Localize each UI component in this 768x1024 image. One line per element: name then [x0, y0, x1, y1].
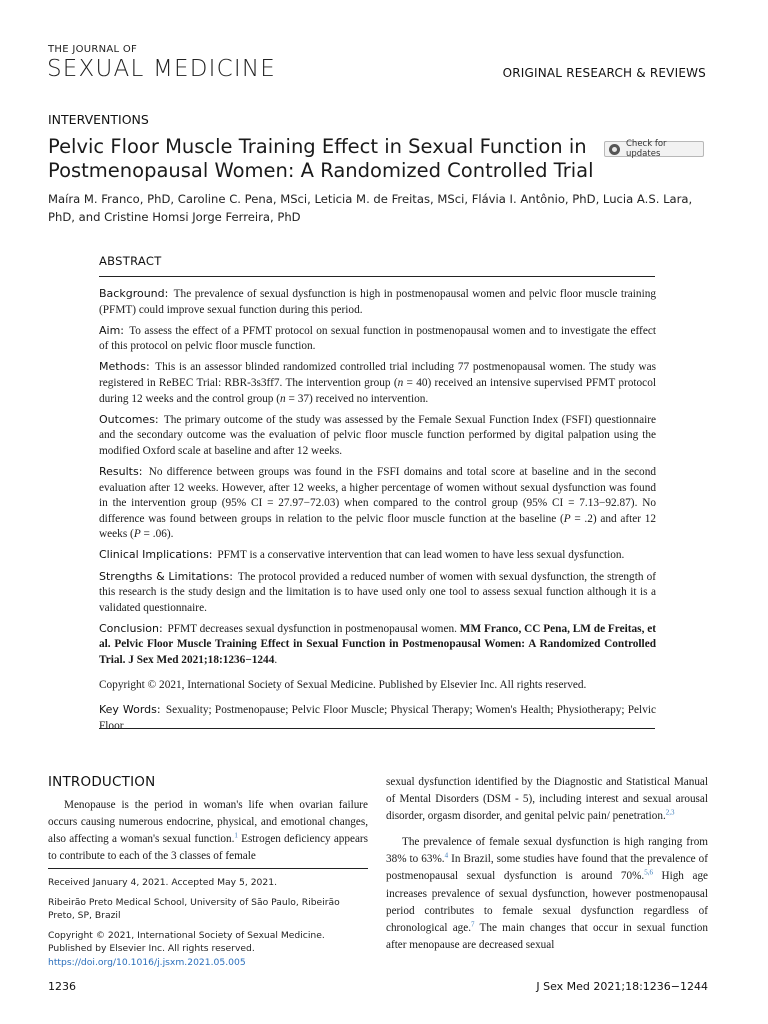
author-list: Maíra M. Franco, PhD, Caroline C. Pena, MSci, Leticia M. de Freitas, MSci, Flávia I. Antônio, PhD, Lucia A.S. Lara, PhD, and Cristine Homsi Jorge Ferreira, PhD	[48, 192, 693, 224]
abstract-outcomes	[99, 412, 656, 460]
received-date: Received January 4, 2021. Accepted May 5, 2021.	[48, 877, 278, 888]
abstract-text: n	[397, 376, 404, 389]
abstract-bottom-rule	[99, 728, 655, 729]
introduction-heading: INTRODUCTION	[48, 774, 156, 790]
abstract-copyright: Copyright © 2021, International Society of Sexual Medicine. Published by Elsevier Inc. All rights reserved.	[99, 678, 587, 691]
check-for-updates-button[interactable]	[604, 141, 704, 157]
left-column	[48, 797, 368, 865]
doi-link[interactable]: https://doi.org/10.1016/j.jsxm.2021.05.005	[48, 957, 246, 968]
abstract-label: Results:	[99, 464, 143, 478]
abstract-text: Sexuality; Postmenopause; Pelvic Floor Muscle; Physical Therapy; Women's Health; Physiotherapy; Pelvic Floor	[99, 704, 656, 732]
abstract-conclusion	[99, 621, 656, 669]
abstract-text: n	[280, 392, 286, 405]
abstract-label: Background:	[99, 287, 169, 300]
article-title: Pelvic Floor Muscle Training Effect in Sexual Function in Postmenopausal Women: A Randomized Controlled Trial	[48, 135, 594, 182]
abstract-text: = .06).	[140, 528, 174, 541]
abstract-text: This is an assessor blinded randomized controlled trial including 77 postmenopausal women. The study was registered in ReBEC Trial: RBR-3s3ff7. The intervention group (	[99, 361, 656, 389]
abstract-label: Strengths & Limitations:	[99, 569, 233, 583]
abstract-text: = 37) received no intervention.	[285, 392, 429, 405]
abstract-results	[99, 464, 656, 543]
abstract-background	[99, 286, 656, 318]
page-number: 1236	[48, 980, 76, 993]
abstract-strengths	[99, 569, 656, 617]
abstract-text: No difference between groups was found in the FSFI domains and total score at baseline and in the second evaluation after 12 weeks. However, after 12 weeks, a higher percentage of women without sexual dysfunction was found in the intervention group (95% CI = 27.97−72.03) when compared to the control group (95% CI = 7.13−92.87). No difference was found between groups in relation to the pelvic floor muscle function at the baseline (	[99, 465, 656, 525]
abstract-text: P	[133, 528, 141, 541]
abstract-keywords	[99, 702, 656, 734]
paragraph	[386, 774, 708, 825]
abstract-text: PFMT is a conservative intervention that can lead women to have less sexual dysfunction.	[217, 549, 625, 562]
abstract-label: Outcomes:	[99, 412, 159, 426]
paragraph-text: Estrogen deficiency appears to contribute to each of the 3 classes of female	[48, 833, 368, 863]
reference-link[interactable]: 1	[234, 831, 238, 840]
abstract-aim	[99, 323, 656, 355]
abstract-text: .	[274, 653, 278, 666]
right-column	[386, 774, 708, 954]
paragraph	[386, 834, 708, 954]
paragraph-text: sexual dysfunction identified by the Diagnostic and Statistical Manual of Mental Disorders (DSM - 5), including interest and sexual arousal disorder, orgasm disorder, and genital pelvic pain/ penetration.	[386, 776, 708, 823]
abstract-text: P	[563, 512, 571, 525]
check-for-updates-label: Check for updates	[626, 139, 667, 159]
abstract-heading: ABSTRACT	[99, 254, 162, 268]
reference-link[interactable]: 2,3	[665, 808, 675, 817]
paragraph-text: Menopause is the period in woman's life when ovarian failure occurs causing numerous endocrine, physical, and emotional changes, also affecting a woman's sexual function.	[48, 799, 368, 846]
abstract-label: Clinical Implications:	[99, 548, 213, 562]
abstract-label: Conclusion:	[99, 621, 163, 635]
article-category: INTERVENTIONS	[48, 112, 149, 127]
crossmark-icon	[609, 144, 620, 155]
abstract-top-rule	[99, 276, 655, 277]
abstract-methods	[99, 359, 656, 407]
abstract-label: Key Words:	[99, 703, 161, 717]
abstract-text: PFMT decreases sexual dysfunction in postmenopausal women.	[167, 622, 457, 635]
footnote-rule	[48, 868, 368, 869]
paragraph-text: The prevalence of female sexual dysfunction is high ranging from 38% to 63%.	[386, 836, 708, 866]
abstract-text: = 40) received an intensive supervised PFMT protocol during 12 weeks and the control group (	[99, 376, 656, 405]
paragraph	[48, 797, 368, 865]
journal-name: SEXUAL MEDICINE	[47, 56, 277, 82]
paragraph-text: High age increases prevalence of sexual dysfunction, however postmenopausal period contributes to female sexual dysfunction regardless of chronological age.	[386, 870, 709, 934]
paragraph-text: The main changes that occur in sexual function after menopause are decreased sexual	[386, 921, 708, 951]
paragraph-text: In Brazil, some studies have found that the prevalence of postmenopausal sexual dysfunction is around 70%.	[386, 853, 709, 883]
footnote-copyright: Copyright © 2021, International Society of Sexual Medicine. Published by Elsevier Inc. All rights reserved.	[48, 930, 325, 954]
reference-link[interactable]: 7	[471, 920, 475, 929]
abstract-text: The primary outcome of the study was assessed by the Female Sexual Function Index (FSFI) questionnaire and the secondary outcome was the evaluation of pelvic floor muscle function performed by digital palpation using the modified Oxford scale at baseline and after 12 weeks.	[99, 413, 656, 457]
section-label: ORIGINAL RESEARCH & REVIEWS	[502, 66, 706, 80]
abstract-text: To assess the effect of a PFMT protocol on sexual function in postmenopausal women and to investigate the effect of this protocol on pelvic floor muscle function.	[99, 324, 656, 353]
citation: MM Franco, CC Pena, LM de Freitas, et al. Pelvic Floor Muscle Training Effect in Sexual Function in Postmenopausal Women: A Randomized Controlled Trial. J Sex Med 2021;18:1236−1244	[99, 622, 657, 666]
reference-link[interactable]: 4	[444, 851, 449, 860]
abstract-label: Methods:	[99, 360, 150, 374]
abstract-text: = .2) and after 12 weeks (	[99, 512, 656, 541]
running-footer: J Sex Med 2021;18:1236−1244	[536, 980, 708, 993]
abstract-clinical-implications	[99, 547, 656, 564]
abstract-body	[99, 286, 656, 739]
footnotes	[48, 876, 368, 976]
abstract-text: The prevalence of sexual dysfunction is high in postmenopausal women and pelvic floor muscle training (PFMT) could improve sexual function during this period.	[99, 288, 657, 316]
abstract-text: The protocol provided a reduced number of women with sexual dysfunction, the strength of this research is the study design and the limitation is to have used only one tool to assess sexual function although it is a validated questionnaire.	[99, 570, 656, 614]
reference-link[interactable]: 5,6	[644, 868, 653, 877]
journal-name-top: THE JOURNAL OF	[48, 44, 138, 55]
abstract-label: Aim:	[99, 323, 125, 337]
affiliation: Ribeirão Preto Medical School, University of São Paulo, Ribeirão Preto, SP, Brazil	[48, 897, 340, 921]
